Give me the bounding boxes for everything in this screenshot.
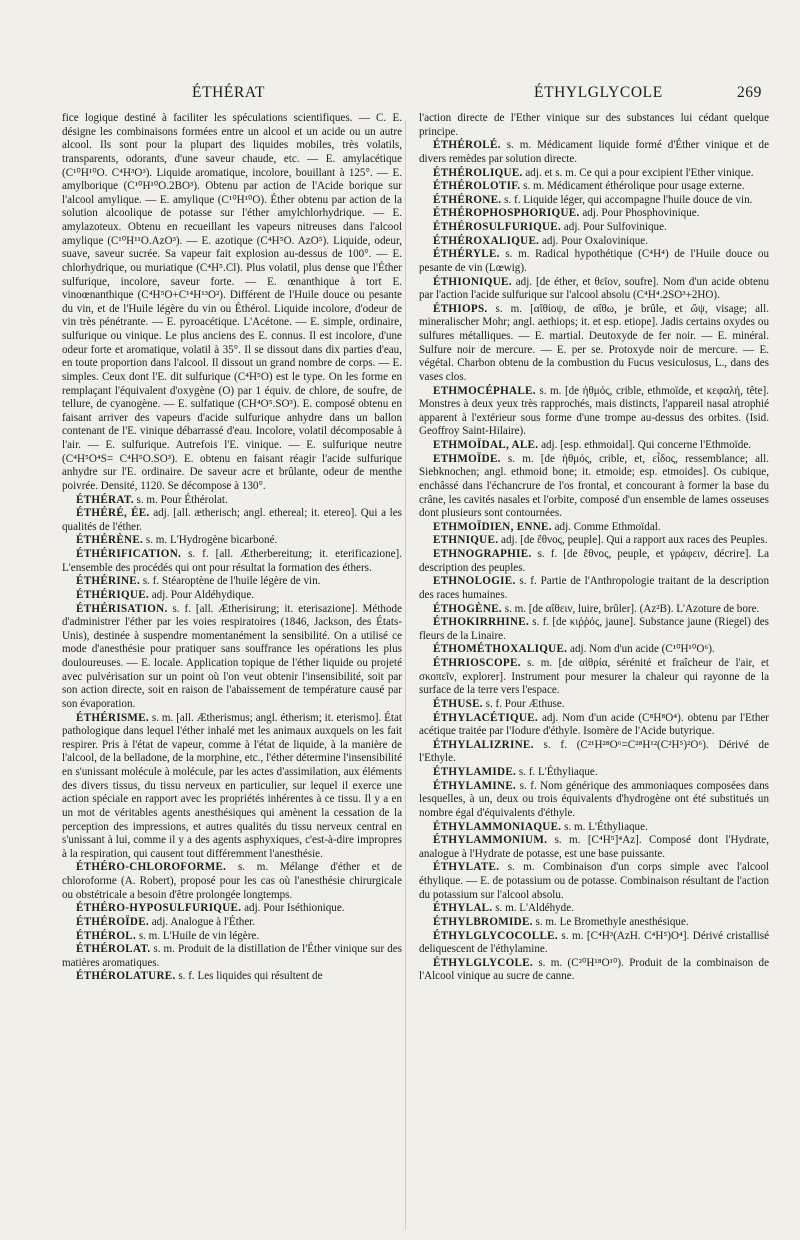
entry-paragraph: ÉTHRIOSCOPE. s. m. [de αἰθρία, sérénité et fraîcheur de l'air, et σκοπεῖν, explorer]. Instrument pour mesurer la chaleur qui rayonne de la surface de la terre vers l'espace. <box>419 657 769 697</box>
entry-paragraph: fice logique destiné à faciliter les spéculations scientifiques. — C. E. désigne les combinaisons formées entre un alcool et un acide ou un autre alcool. Ils sont pour la plupart des liquides mobiles, très volatils, transparents, odorants, d'une saveur chaude, etc. — E. amylacétique (C¹⁰H¹⁰O. C⁴H³O³). Liquide aromatique, incolore, bouillant à 125°. — E. amylborique (C¹⁰H¹⁰O.2BO³). Obtenu par action de l'Acide borique sur l'alcool amylique. — E. amylique (C¹⁰H¹⁰O). Éther obtenu par action de la solution alcoolique de potasse sur l'éther amylchlorhydrique. — E. amylazoteux. Obtenu en recueillant les vapeurs nitreuses dans l'alcool amylique (C¹⁰H¹¹O.AzO³). — E. azotique (C⁴H⁵O. AzO⁵). Liquide, odeur, suave, saveur sucrée. Sa vapeur fait explosion au-dessus de 100°. — E. chlorhydrique, ou muriatique (C⁴H⁵.Cl). Plus volatil, plus dense que l'Éther sulfurique, incolore, saveur forte. — E. œnanthique à tort E. vinoœnanthique (C⁴H⁵O+C¹⁴H¹³O²). Différent de l'Huile douce ou pesante du vin, et de l'Huile légère du vin ou Éthérol. Liquide incolore, d'odeur de vin très pénétrante. — E. pyroacétique. L'Acétone. — E. simple, ordinaire, sulfurique ou vinique. Le plus anciens des E. connus. Il est incolore, d'une odeur forte et aromatique, volatil à 35°. Il se dissout dans dix parties d'eau, en toute proportion dans l'alcool. Il dissout un grand nombre de corps. — E. simples. Ceux dont l'E. dit sulfurique (C⁴H⁵O) est le type. On les forme en remplaçant l'équivalent d'oxygène (O) par 1 équiv. de chlore, de soufre, de tellure, de cyanogène. — E. sulfatique (CH⁴O⁵.SO³). E. composé obtenu en faisant arriver des vapeurs d'acide sulfurique anhydre dans un ballon contenant de l'E. vinique débarrassé d'eau. Incolore, volatil décomposable à l'air. — E. sulfurique. Autrefois l'E. vinique. — E. sulfurique neutre (C⁴H⁵O⁴S= C⁴H⁵O.SO³). E. obtenu en faisant réagir l'acide sulfurique anhydre sur l'E. ordinaire. De saveur acre et brûlante, odeur de menthe poivrée. Densité, 1120. Se décompose à 130°. <box>62 112 402 492</box>
entry-headword: ÉTHÉRÈNE. <box>76 534 144 547</box>
entry-paragraph: ETHNOLOGIE. s. f. Partie de l'Anthropologie traitant de la description des races humaines. <box>419 575 769 601</box>
entry-headword: ÉTHOKIRRHINE. <box>433 616 530 629</box>
entry-paragraph: ETHNOGRAPHIE. s. f. [de ἔθνος, peuple, et γράφειν, décrire]. La description des peuples. <box>419 548 769 574</box>
entry-headword: ÉTHÉRIFICATION. <box>76 548 182 560</box>
entry-headword: ÉTHÉROLAT. <box>76 943 151 956</box>
entry-paragraph: ÉTHYLAMMONIAQUE. s. m. L'Éthyliaque. <box>433 820 648 833</box>
entry-headword: ÉTHYLAMIDE. <box>433 766 517 778</box>
entry-paragraph: ÉTHYLBROMIDE. s. m. Le Bromethyle anesthésique. <box>433 915 689 928</box>
entry-headword: ETHNIQUE. <box>433 534 499 547</box>
entry-paragraph: ÉTHÉROSULFURIQUE. adj. Pour Sulfovinique. <box>433 221 667 233</box>
entry-headword: ÉTHÉROXALIQUE. <box>433 234 540 247</box>
header-left-guide-word: ÉTHÉRAT <box>192 84 266 101</box>
entry-paragraph: ÉTHYLALIZRINE. s. f. (C²¹H²⁸O⁶=C²⁸H¹²(C²H⁵)²O⁶). Dérivé de l'Ethyle. <box>419 738 769 765</box>
entry-paragraph: ÉTHYLAMIDE. s. f. L'Éthyliaque. <box>433 766 598 778</box>
page-header <box>62 84 774 108</box>
header-right-guide-word: ÉTHYLGLYCOLE <box>534 84 663 101</box>
entry-headword: ETHMOCÉPHALE. <box>433 384 536 397</box>
entry-headword: ÉTHÉRÉ, ÉE. <box>76 507 150 520</box>
entry-headword: ÉTHYLAL. <box>433 902 493 915</box>
entry-headword: ÉTHÉROL. <box>76 929 137 942</box>
entry-headword: ÉTHÉROPHOSPHORIQUE. <box>433 207 580 220</box>
entry-headword: ÉTHÉRONE. <box>433 193 502 206</box>
entry-headword: ÉTHÉROLOTIF. <box>433 180 521 193</box>
entry-paragraph: ÉTHÉROLATURE. s. f. Les liquides qui résultent de <box>76 970 323 983</box>
entry-headword: ÉTHOMÉTHOXALIQUE. <box>433 643 568 656</box>
entry-paragraph: ÉTHYLATE. s. m. Combinaison d'un corps simple avec l'alcool éthylique. — E. de potassium ou de potasse. Combinaison résultant de l'action du potassium sur l'alcool absolu. <box>419 861 769 901</box>
entry-headword: ÉTHÉRISATION. <box>76 602 168 615</box>
entry-paragraph: ÉTHÉRO-CHLOROFORME. s. m. Mélange d'éther et de chloroforme (A. Robert), proposé pour les cas où l'anesthésie chirurgicale ou obstétricale a besoin d'être prolongée longtemps. <box>62 861 402 901</box>
entry-headword: ÉTHYLAMMONIUM. <box>433 834 548 847</box>
entry-headword: ÉTHÉRYLE. <box>433 248 500 261</box>
entry-paragraph: ÉTHÉRAT. s. m. Pour Éthérolat. <box>76 493 228 506</box>
entry-paragraph: ÉTHÉROXALIQUE. adj. Pour Oxalovinique. <box>433 234 648 247</box>
entry-paragraph: ÉTHÉRISME. s. m. [all. Ætherismus; angl. étherism; it. eterismo]. État pathologique dans lequel l'éther inhalé met les animaux auxquels on les fait respirer. Pris à l'état de vapeur, comme à l'état de liquide, à la manière de l'alcool, de la belladone, de la morphine, etc., l'éther détermine l'insensibilité en s'unissant molécule à molécule, par les actes d'assimilation, aux éléments des divers tissus, du tissu nerveux en particulier, sur lequel il exerce une action spéciale en rapport avec les propriétés inhérentes à ce tissu. Il y a en un mot de véritables agents anesthésiques qui amènent la cessation de la perception des impressions, et autres qualités du tissu nerveux central en s'unissant à lui, comme il y a des agents asphyxiques, c'est-à-dire impropres à la respiration, qui causent tout différemment l'anesthésie. <box>62 711 402 860</box>
entry-headword: ÉTHYLATE. <box>433 861 500 874</box>
page-number: 269 <box>736 84 762 101</box>
right-column <box>419 112 769 984</box>
entry-headword: ÉTHYLAMINE. <box>433 779 517 792</box>
left-column <box>62 112 402 984</box>
entry-headword: ÉTHYLAMMONIAQUE. <box>433 820 562 833</box>
entry-paragraph: ÉTHÉRONE. s. f. Liquide léger, qui accompagne l'huile douce de vin. <box>433 193 753 206</box>
entry-paragraph: ÉTHIONIQUE. adj. [de éther, et θεῖον, soufre]. Nom d'un acide obtenu par l'action l'acide sulfurique sur l'alcool absolu (C⁴H⁴.2SO³+2HO). <box>419 275 769 302</box>
entry-paragraph: ETHNIQUE. adj. [de ἔθνος, peuple]. Qui a rapport aux races des Peuples. <box>433 534 768 547</box>
entry-paragraph: ÉTHÉRÉ, ÉE. adj. [all. ætherisch; angl. ethereal; it. etereo]. Qui a les qualités de l'éther. <box>62 507 402 533</box>
entry-paragraph: ÉTHOMÉTHOXALIQUE. adj. Nom d'un acide (C¹⁰H¹⁰O⁶). <box>433 643 715 656</box>
entry-paragraph: ÉTHÉRYLE. s. m. Radical hypothétique (C⁴H⁴) de l'Huile douce ou pesante de vin (Lœwig). <box>419 248 769 274</box>
entry-paragraph: ÉTHYLAMMONIUM. s. m. [C⁴H⁵]⁴Az]. Composé dont l'Hydrate, analogue à l'Hydrate de potasse, est une base puissante. <box>419 834 769 860</box>
entry-paragraph: ETHMOÏDAL, ALE. adj. [esp. ethmoidal]. Qui concerne l'Ethmoïde. <box>433 439 752 451</box>
entry-paragraph: ÉTHOGÈNE. s. m. [de αἴθειν, luire, brûler]. (Az²B). L'Azoture de bore. <box>433 602 760 615</box>
entry-paragraph: ÉTHÉROLAT. s. m. Produit de la distillation de l'Éther vinique sur des matières aromatiques. <box>62 943 402 969</box>
entry-paragraph: ETHMOÏDE. s. m. [de ἠθμός, crible, et, εἶδος, ressemblance; all. Siebknochen; angl. ethmoid bone; it. etmoide; esp. etmoides]. Os cubique, enchâssé dans l'échancrure de l'os frontal, et concourant à former la base du crâne, les cavités nasales et l'orbite, composé d'un ensemble de lames osseuses dont plusieurs sont contournées. <box>419 452 769 520</box>
entry-headword: ÉTHÉRAT. <box>76 493 134 506</box>
entry-paragraph: ÉTHÉRÈNE. s. m. L'Hydrogène bicarboné. <box>76 534 278 547</box>
entry-headword: ÉTHÉROSULFURIQUE. <box>433 221 562 233</box>
entry-headword: ÉTHYLACÉTIQUE. <box>433 711 538 724</box>
entry-headword: ÉTHÉROÏDE. <box>76 915 149 928</box>
entry-headword: ÉTHIOPS. <box>433 302 488 315</box>
entry-paragraph: ÉTHYLAMINE. s. f. Nom générique des ammoniaques composées dans lesquelles, à un, deux ou trois équivalents d'hydrogène ont été substitués un nombre égal d'équivalents d'éthyle. <box>419 779 769 819</box>
entry-paragraph: ÉTHÉROÏDE. adj. Analogue à l'Éther. <box>76 915 256 928</box>
entry-paragraph: ÉTHIOPS. s. m. [αἴθίοψ, de αἴθω, je brûle, et ὤψ, visage; all. mineralischer Mohr; angl. aethiops; it. et esp. etiope]. Jadis certains oxydes ou sulfures métalliques. — E. martial. Deutoxyde de fer noir. — E. minéral. Sulfure noir de mercure. — E. per se. Protoxyde noir de mercure. — E. végétal. Charbon obtenu de la combustion du Fucus vesiculosus, L., dans des vases clos. <box>419 302 769 383</box>
entry-headword: ÉTHYLALIZRINE. <box>433 738 534 751</box>
entry-headword: ÉTHÉRO-CHLOROFORME. <box>76 861 227 874</box>
entry-paragraph: ÉTHÉRIQUE. adj. Pour Aldéhydique. <box>76 588 255 601</box>
entry-headword: ETHNOLOGIE. <box>433 575 516 588</box>
entry-paragraph: ETHMOÏDIEN, ENNE. adj. Comme Ethmoïdal. <box>433 520 661 533</box>
entry-paragraph: l'action directe de l'Ether vinique sur des substances lui cédant quelque principe. <box>419 112 769 138</box>
entry-headword: ÉTHYLBROMIDE. <box>433 915 533 928</box>
entry-paragraph: ÉTHÉROLÉ. s. m. Médicament liquide formé d'Éther vinique et de divers remèdes par solution directe. <box>419 139 769 165</box>
entry-paragraph: ÉTHYLACÉTIQUE. adj. Nom d'un acide (C⁸H⁸O⁴). obtenu par l'Ether acétique traitée par l'Iodure d'éthyle. Isomère de l'Acide butyrique. <box>419 711 769 738</box>
entry-paragraph: ÉTHYLGLYCOLE. s. m. (C²⁰H¹⁸O¹⁰). Produit de la combinaison de l'Alcool vinique au sucre de canne. <box>419 956 769 983</box>
entry-paragraph: ÉTHÉROPHOSPHORIQUE. adj. Pour Phosphovinique. <box>433 207 700 220</box>
entry-headword: ETHMOÏDIEN, ENNE. <box>433 520 552 533</box>
entry-paragraph: ÉTHÉROLOTIF. s. m. Médicament éthérolique pour usage externe. <box>433 180 745 193</box>
entry-headword: ÉTHÉRO-HYPOSULFURIQUE. <box>76 902 242 915</box>
entry-headword: ÉTHYLGLYCOLE. <box>433 956 533 969</box>
entry-headword: ÉTHOGÈNE. <box>433 602 502 615</box>
entry-headword: ÉTHÉRIQUE. <box>76 588 149 601</box>
entry-paragraph: ÉTHÉRINE. s. f. Stéaroptène de l'huile légère de vin. <box>76 575 321 588</box>
entry-headword: ÉTHUSE. <box>433 697 483 710</box>
entry-paragraph: ETHMOCÉPHALE. s. m. [de ἠθμός, crible, ethmoïde, et κεφαλή, tête]. Monstres à deux yeux très rapprochés, mais distincts, l'appareil nasal atrophié apparent à l'extérieur sous forme d'une trompe au-dessus des orbites. (Isid. Geoffroy Saint-Hilaire). <box>419 384 769 438</box>
entry-paragraph: ÉTHYLGLYCOCOLLE. s. m. [C⁴H³(AzH. C⁴H⁵)O⁴]. Dérivé cristallisé deliquescent de l'éthylamine. <box>419 929 769 956</box>
entry-paragraph: ÉTHOKIRRHINE. s. f. [de κιῤῥός, jaune]. Substance jaune (Riegel) des fleurs de la Linaire. <box>419 616 769 642</box>
column-divider <box>405 120 406 1230</box>
entry-headword: ÉTHÉROLIQUE. <box>433 166 523 179</box>
entry-headword: ÉTHYLGLYCOCOLLE. <box>433 929 558 942</box>
entry-paragraph: ÉTHÉRISATION. s. f. [all. Ætherisirung; it. eterisazione]. Méthode d'administrer l'éther par les voies respiratoires (1846, Jackson, des États-Unis), destinée à suspendre momentanément la sensibilité. On a utilisé ce mode d'anesthésie pour pratiquer sans souffrance les opérations les plus douloureuses. — E. locale. Application topique de l'éther liquide ou projeté avec pulvérisation sur un point où l'on veut obtenir l'insensibilité, soit par son action directe, soit en raison de l'abaissement de température causé par son évaporation. <box>62 602 402 710</box>
entry-paragraph: ÉTHÉRIFICATION. s. f. [all. Ætherbereitung; it. eterificazione]. L'ensemble des procédés qui ont pour résultat la formation des éthers. <box>62 548 402 574</box>
entry-headword: ETHNOGRAPHIE. <box>433 548 532 560</box>
entry-headword: ETHMOÏDAL, ALE. <box>433 439 539 451</box>
entry-headword: ÉTHÉROLÉ. <box>433 139 501 152</box>
entry-paragraph: ÉTHYLAL. s. m. L'Aldéhyde. <box>433 902 574 915</box>
entry-paragraph: ÉTHÉRO-HYPOSULFURIQUE. adj. Pour Iséthionique. <box>76 902 345 915</box>
entry-headword: ÉTHIONIQUE. <box>433 275 512 288</box>
entry-headword: ÉTHÉRISME. <box>76 711 149 724</box>
entry-paragraph: ÉTHUSE. s. f. Pour Æthuse. <box>433 697 565 710</box>
entry-paragraph: ÉTHÉROL. s. m. L'Huile de vin légère. <box>76 929 260 942</box>
entry-headword: ÉTHÉRINE. <box>76 575 141 588</box>
entry-headword: ETHMOÏDE. <box>433 452 501 465</box>
entry-headword: ÉTHRIOSCOPE. <box>433 657 521 669</box>
entry-headword: ÉTHÉROLATURE. <box>76 970 176 983</box>
entry-paragraph: ÉTHÉROLIQUE. adj. et s. m. Ce qui a pour excipient l'Ether vinique. <box>433 166 754 179</box>
